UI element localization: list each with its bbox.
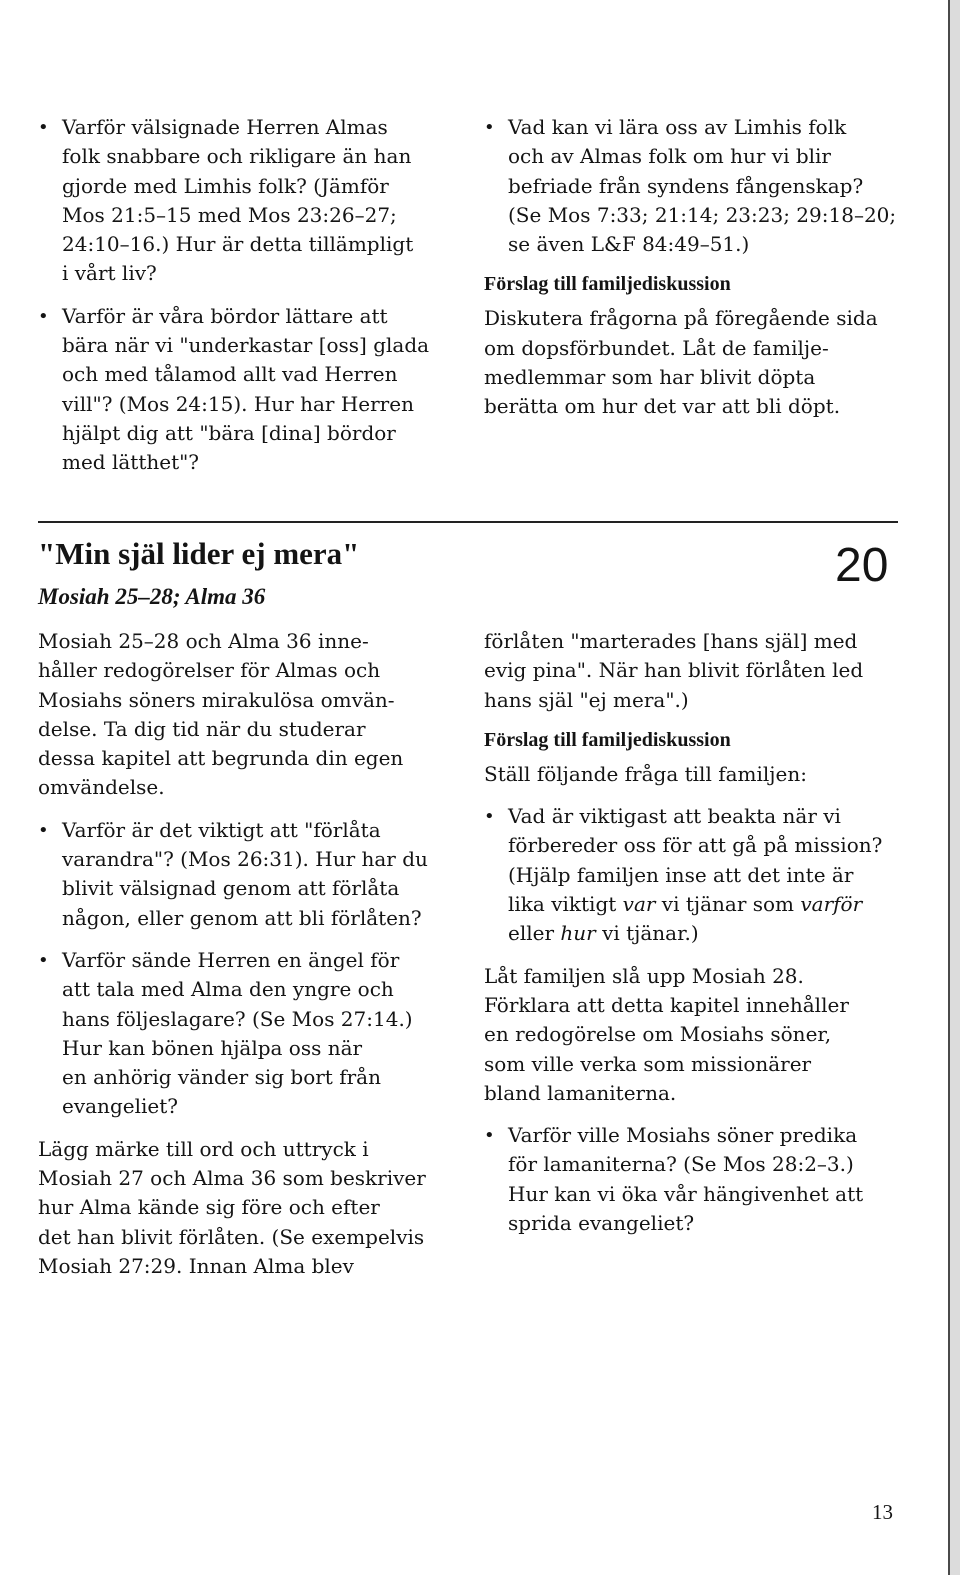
question-bullet: [484, 1121, 904, 1238]
text-line: delse. Ta dig tid när du studerar: [38, 716, 366, 741]
page-edge: [948, 0, 960, 1575]
text-line: hur Alma kände sig före och efter: [38, 1195, 380, 1220]
text-line: [508, 890, 904, 919]
text-line: folk snabbare och rikligare än han: [62, 144, 412, 169]
text-run: lika viktigt: [508, 892, 623, 917]
section-subheading: Förslag till familjediskussion: [484, 728, 731, 751]
section-divider: [38, 521, 898, 523]
text-line: Hur kan bönen hjälpa oss när: [62, 1035, 363, 1060]
text-line: med lätthet"?: [62, 450, 200, 475]
text-line: förbereder oss för att gå på mission?: [508, 833, 883, 858]
text-line: [508, 919, 904, 948]
text-line: Mos 21:5–15 med Mos 23:26–27;: [62, 202, 397, 227]
top-left-column: [38, 113, 458, 478]
text-line: håller redogörelser för Almas och: [38, 658, 381, 683]
text-line: hans följeslagare? (Se Mos 27:14.): [62, 1006, 413, 1031]
text-line: i vårt liv?: [62, 261, 157, 286]
text-line: bära när vi "underkastar [oss] glada: [62, 333, 430, 358]
text-line: • Vad kan vi lära oss av Limhis folk: [508, 115, 847, 139]
text-line: förlåten "marterades [hans själ] med: [484, 629, 858, 653]
text-line: för lamaniterna? (Se Mos 28:2–3.): [508, 1152, 854, 1177]
question-bullet: [484, 113, 904, 259]
text-line: omvändelse.: [38, 775, 165, 800]
text-line: vill"? (Mos 24:15). Hur har Herren: [62, 391, 414, 416]
paragraph: [484, 304, 904, 421]
paragraph: [484, 962, 904, 1108]
page-number: 13: [872, 1500, 893, 1524]
emphasis-text: hur: [560, 921, 596, 946]
text-line: gjorde med Limhis folk? (Jämför: [62, 173, 389, 198]
text-line: medlemmar som har blivit döpta: [484, 365, 816, 390]
text-line: • Varför är det viktigt att "förlåta: [62, 817, 381, 842]
continuation-paragraph: [484, 627, 904, 715]
text-line: och av Almas folk om hur vi blir: [508, 144, 831, 169]
section-subheading: Förslag till familjediskussion: [484, 273, 731, 296]
top-right-column: [484, 113, 904, 422]
text-line: om dopsförbundet. Låt de familje-: [484, 335, 829, 360]
text-run: vi tjänar som: [655, 892, 801, 917]
text-line: evangeliet?: [62, 1094, 178, 1119]
text-line: se även L&F 84:49–51.): [508, 232, 750, 257]
text-line: en redogörelse om Mosiahs söner,: [484, 1022, 832, 1047]
lower-left-column: [38, 627, 458, 1281]
text-line: • Vad är viktigast att beakta när vi: [508, 804, 841, 829]
text-line: Mosiah 25–28 och Alma 36 inne-: [38, 629, 369, 653]
text-line: berätta om hur det var att bli döpt.: [484, 394, 841, 419]
text-line: (Se Mos 7:33; 21:14; 23:23; 29:18–20;: [508, 202, 897, 227]
question-bullet: [38, 302, 458, 478]
lesson-number: 20: [835, 539, 889, 592]
lesson-title: "Min själ lider ej mera": [38, 536, 360, 571]
text-line: sprida evangeliet?: [508, 1211, 695, 1236]
text-line: som ville verka som missionärer: [484, 1051, 812, 1076]
text-line: • Varför ville Mosiahs söner predika: [508, 1123, 858, 1148]
question-bullet: [38, 946, 458, 1122]
intro-paragraph: [38, 627, 458, 803]
text-line: någon, eller genom att bli förlåten?: [62, 905, 422, 930]
lower-right-column: [484, 627, 904, 1238]
text-line: • Varför sände Herren en ängel för: [62, 947, 400, 972]
text-line: (Hjälp familjen inse att det inte är: [508, 862, 854, 887]
text-line: hjälpt dig att "bära [dina] bördor: [62, 420, 396, 445]
text-line: Mosiahs söners mirakulösa omvän-: [38, 687, 395, 712]
question-bullet: [484, 802, 904, 948]
text-line: Diskutera frågorna på föregående sida: [484, 306, 878, 331]
text-line: Förklara att detta kapitel innehåller: [484, 992, 849, 1017]
text-line: • Varför välsignade Herren Almas: [62, 115, 388, 139]
emphasis-text: var: [622, 892, 656, 917]
text-line: • Varför är våra bördor lättare att: [62, 303, 388, 328]
closing-paragraph: [38, 1135, 458, 1281]
text-line: dessa kapitel att begrunda din egen: [38, 746, 404, 771]
text-line: Låt familjen slå upp Mosiah 28.: [484, 963, 804, 988]
text-line: det han blivit förlåten. (Se exempelvis: [38, 1224, 425, 1249]
text-line: Mosiah 27:29. Innan Alma blev: [38, 1253, 354, 1278]
lesson-reference: Mosiah 25–28; Alma 36: [38, 584, 266, 609]
text-line: befriade från syndens fångenskap?: [508, 173, 864, 198]
text-run: vi tjänar.): [595, 921, 699, 946]
text-line: blivit välsignad genom att förlåta: [62, 876, 400, 901]
text-line: evig pina". När han blivit förlåten led: [484, 658, 864, 683]
text-line: 24:10–16.) Hur är detta tillämpligt: [62, 232, 414, 257]
text-line: att tala med Alma den yngre och: [62, 977, 394, 1002]
text-line: Hur kan vi öka vår hängivenhet att: [508, 1181, 864, 1206]
text-line: Mosiah 27 och Alma 36 som beskriver: [38, 1166, 426, 1191]
text-run: eller: [508, 921, 561, 946]
text-line: varandra"? (Mos 26:31). Hur har du: [62, 847, 428, 872]
text-line: Lägg märke till ord och uttryck i: [38, 1136, 369, 1161]
prompt-text: Ställ följande fråga till familjen:: [484, 761, 807, 786]
text-line: bland lamaniterna.: [484, 1080, 677, 1105]
question-bullet: [38, 113, 458, 289]
text-line: och med tålamod allt vad Herren: [62, 362, 398, 387]
text-line: en anhörig vänder sig bort från: [62, 1065, 381, 1090]
question-bullet: [38, 816, 458, 933]
emphasis-text: varför: [800, 892, 863, 917]
text-line: hans själ "ej mera".): [484, 687, 689, 712]
